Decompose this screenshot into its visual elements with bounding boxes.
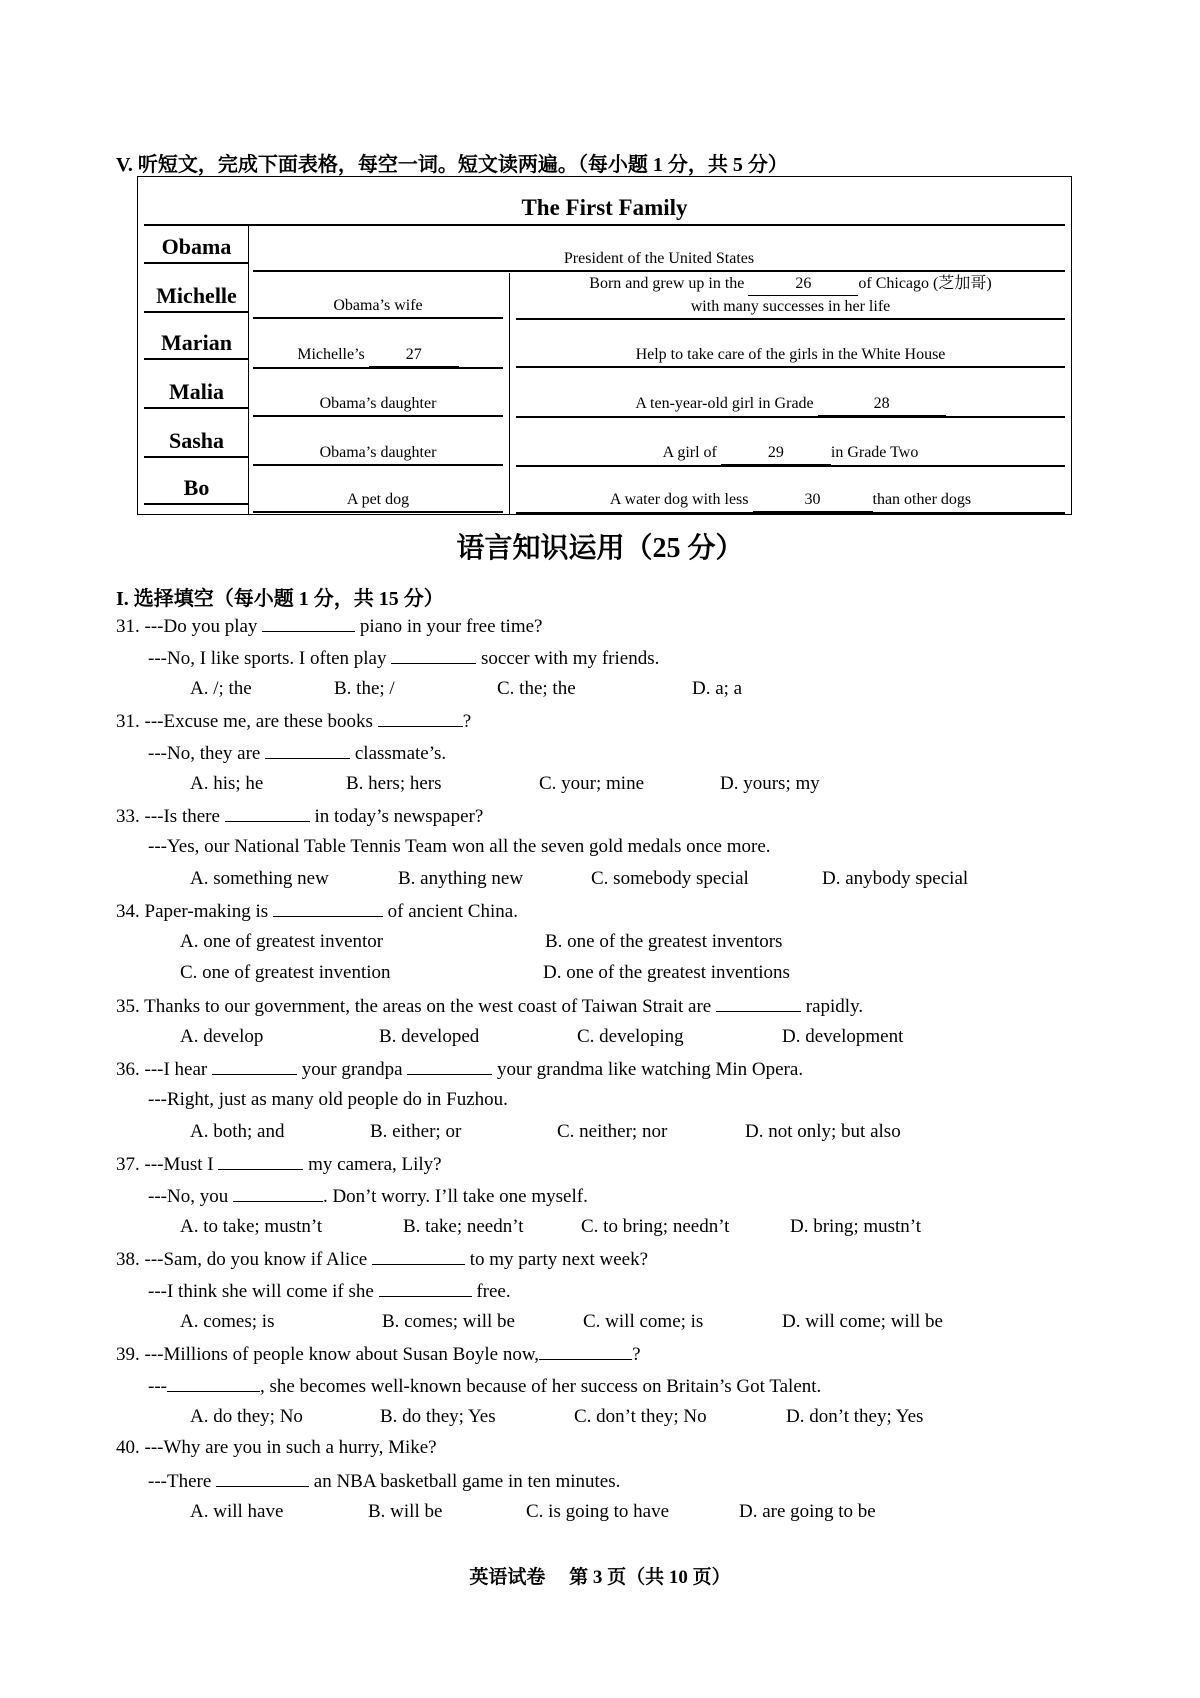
option-a[interactable]: A. one of greatest inventor bbox=[180, 931, 384, 952]
option-c[interactable]: C. your; mine bbox=[539, 773, 645, 794]
info-line2: with many successes in her life bbox=[690, 298, 891, 315]
row-role: A pet dog bbox=[253, 489, 503, 513]
option-a[interactable]: A. to take; mustn’t bbox=[180, 1216, 323, 1237]
row-name: Sasha bbox=[144, 428, 249, 458]
option-a[interactable]: A. comes; is bbox=[180, 1311, 275, 1332]
row-role: Obama’s wife bbox=[253, 295, 503, 319]
role-prefix: Michelle’s bbox=[297, 346, 365, 363]
question-text: 37. ---Must I bbox=[116, 1154, 214, 1175]
option-b[interactable]: B. developed bbox=[379, 1026, 480, 1047]
answer-blank-27: 27 bbox=[369, 344, 459, 367]
answer-blank bbox=[273, 899, 383, 917]
question-text: rapidly. bbox=[805, 996, 864, 1017]
option-c[interactable]: C. somebody special bbox=[591, 868, 749, 889]
question-line bbox=[116, 1342, 641, 1366]
question-line bbox=[116, 614, 542, 638]
question-text: 39. ---Millions of people know about Susan Boyle now, bbox=[116, 1344, 540, 1365]
question-line bbox=[116, 1057, 803, 1081]
question-text: soccer with my friends. bbox=[481, 648, 660, 669]
option-d[interactable]: D. bring; mustn’t bbox=[790, 1216, 922, 1237]
question-text: piano in your free time? bbox=[359, 616, 543, 637]
table-title-row bbox=[144, 177, 1065, 226]
option-d[interactable]: D. one of the greatest inventions bbox=[543, 962, 790, 983]
option-c[interactable]: C. the; the bbox=[497, 678, 576, 699]
question-text: of ancient China. bbox=[387, 901, 518, 922]
row-role: Obama’s daughter bbox=[253, 393, 503, 417]
answer-blank bbox=[216, 1469, 309, 1487]
option-d[interactable]: D. a; a bbox=[692, 678, 743, 699]
row-name: Obama bbox=[144, 234, 249, 264]
answer-blank-29: 29 bbox=[721, 442, 831, 465]
question-text: free. bbox=[476, 1281, 511, 1302]
option-a[interactable]: A. will have bbox=[190, 1501, 284, 1522]
question-line bbox=[148, 646, 659, 670]
option-d[interactable]: D. not only; but also bbox=[745, 1121, 901, 1142]
section-heading: 语言知识运用（25 分） bbox=[456, 533, 744, 564]
option-a[interactable]: A. his; he bbox=[190, 773, 264, 794]
question-text: to my party next week? bbox=[469, 1249, 649, 1270]
question-line: ---Right, just as many old people do in Fuzhou. bbox=[148, 1089, 508, 1110]
question-line bbox=[148, 741, 446, 765]
answer-blank bbox=[391, 646, 476, 664]
section5-title: V. 听短文，完成下面表格，每空一词。短文读两遍。（每小题 1 分，共 5 分） bbox=[116, 154, 788, 176]
option-b[interactable]: B. do they; Yes bbox=[380, 1406, 496, 1427]
answer-blank bbox=[372, 1247, 465, 1265]
option-c[interactable]: C. don’t they; No bbox=[574, 1406, 707, 1427]
option-b[interactable]: B. the; / bbox=[334, 678, 395, 699]
answer-blank bbox=[716, 994, 801, 1012]
question-text: 31. ---Do you play bbox=[116, 616, 258, 637]
info-prefix: A water dog with less bbox=[609, 491, 749, 508]
row-name: Malia bbox=[144, 379, 249, 409]
question-text: your grandma like watching Min Opera. bbox=[497, 1059, 804, 1080]
question-line bbox=[116, 899, 518, 923]
option-c[interactable]: C. is going to have bbox=[526, 1501, 670, 1522]
question-line: ---Yes, our National Table Tennis Team won all the seven gold medals once more. bbox=[148, 836, 771, 857]
answer-blank bbox=[265, 741, 350, 759]
table-title: The First Family bbox=[521, 195, 688, 220]
answer-blank bbox=[379, 1279, 472, 1297]
row-info bbox=[516, 442, 1065, 467]
answer-blank bbox=[225, 804, 310, 822]
option-b[interactable]: B. comes; will be bbox=[382, 1311, 515, 1332]
answer-blank-26: 26 bbox=[748, 273, 858, 296]
answer-blank bbox=[218, 1152, 303, 1170]
row-role bbox=[253, 344, 503, 369]
answer-blank bbox=[262, 614, 355, 632]
row-role: Obama’s daughter bbox=[253, 442, 503, 466]
option-b[interactable]: B. either; or bbox=[370, 1121, 462, 1142]
table-row bbox=[138, 322, 1071, 370]
question-text: 33. ---Is there bbox=[116, 806, 220, 827]
question-line bbox=[116, 1152, 442, 1176]
row-info bbox=[516, 273, 1065, 320]
row-description: President of the United States bbox=[253, 248, 1065, 272]
option-d[interactable]: D. yours; my bbox=[720, 773, 820, 794]
question-text: 31. ---Excuse me, are these books bbox=[116, 711, 373, 732]
question-line bbox=[148, 1184, 588, 1208]
option-d[interactable]: D. will come; will be bbox=[782, 1311, 943, 1332]
row-info bbox=[516, 489, 1065, 514]
question-text: . Don’t worry. I’ll take one myself. bbox=[322, 1186, 588, 1207]
answer-blank bbox=[212, 1057, 297, 1075]
first-family-table bbox=[137, 176, 1072, 515]
question-line bbox=[148, 1279, 511, 1303]
section1-title: I. 选择填空（每小题 1 分，共 15 分） bbox=[116, 588, 444, 610]
question-text: your grandpa bbox=[301, 1059, 403, 1080]
question-line bbox=[116, 804, 483, 828]
question-line bbox=[116, 709, 471, 733]
question-text: ? bbox=[462, 711, 472, 732]
option-b[interactable]: B. hers; hers bbox=[346, 773, 442, 794]
row-name: Bo bbox=[144, 475, 249, 505]
option-a[interactable]: A. /; the bbox=[190, 678, 252, 699]
question-line bbox=[116, 1247, 648, 1271]
info-suffix: of Chicago (芝加哥) bbox=[858, 275, 992, 292]
option-c[interactable]: C. neither; nor bbox=[557, 1121, 668, 1142]
question-text: --- bbox=[148, 1376, 167, 1397]
option-a[interactable]: A. something new bbox=[190, 868, 329, 889]
question-line bbox=[148, 1469, 620, 1493]
question-text: ---No, I like sports. I often play bbox=[148, 648, 387, 669]
question-text: ---There bbox=[148, 1471, 212, 1492]
row-info bbox=[516, 393, 1065, 418]
option-d[interactable]: D. are going to be bbox=[739, 1501, 876, 1522]
info-suffix: in Grade Two bbox=[830, 444, 919, 461]
question-text: ---I think she will come if she bbox=[148, 1281, 374, 1302]
answer-blank-30: 30 bbox=[753, 489, 873, 512]
answer-blank bbox=[167, 1374, 260, 1392]
info-suffix: than other dogs bbox=[872, 491, 972, 508]
option-c[interactable]: C. developing bbox=[577, 1026, 684, 1047]
table-row bbox=[138, 420, 1071, 468]
answer-blank bbox=[378, 709, 463, 727]
option-d[interactable]: D. development bbox=[782, 1026, 904, 1047]
option-d[interactable]: D. anybody special bbox=[822, 868, 969, 889]
table-row bbox=[138, 467, 1071, 515]
page-footer: 英语试卷 第 3 页（共 10 页） bbox=[469, 1567, 731, 1588]
option-c[interactable]: C. will come; is bbox=[583, 1311, 704, 1332]
question-text: 34. Paper-making is bbox=[116, 901, 269, 922]
question-text: , she becomes well-known because of her success on Britain’s Got Talent. bbox=[259, 1376, 822, 1397]
question-text: 35. Thanks to our government, the areas on the west coast of Taiwan Strait are bbox=[116, 996, 712, 1017]
table-row bbox=[138, 273, 1071, 321]
info-prefix: A girl of bbox=[662, 444, 717, 461]
answer-blank bbox=[233, 1184, 323, 1202]
option-d[interactable]: D. don’t they; Yes bbox=[786, 1406, 924, 1427]
info-prefix: Born and grew up in the bbox=[589, 275, 745, 292]
question-line bbox=[148, 1374, 821, 1398]
answer-blank bbox=[407, 1057, 492, 1075]
question-text: ---No, they are bbox=[148, 743, 261, 764]
answer-blank bbox=[539, 1342, 632, 1360]
option-a[interactable]: A. do they; No bbox=[190, 1406, 303, 1427]
info-prefix: A ten-year-old girl in Grade bbox=[635, 395, 814, 412]
row-info: Help to take care of the girls in the White House bbox=[516, 344, 1065, 368]
question-text: classmate’s. bbox=[354, 743, 447, 764]
answer-blank-28: 28 bbox=[818, 393, 946, 416]
question-text: 36. ---I hear bbox=[116, 1059, 208, 1080]
option-b[interactable]: B. will be bbox=[368, 1501, 443, 1522]
option-b[interactable]: B. anything new bbox=[398, 868, 524, 889]
table-row bbox=[138, 226, 1071, 274]
option-b[interactable]: B. take; needn’t bbox=[403, 1216, 524, 1237]
option-c[interactable]: C. to bring; needn’t bbox=[581, 1216, 730, 1237]
option-a[interactable]: A. develop bbox=[180, 1026, 264, 1047]
question-text: 38. ---Sam, do you know if Alice bbox=[116, 1249, 368, 1270]
table-row bbox=[138, 371, 1071, 419]
question-line bbox=[116, 994, 863, 1018]
question-line: 40. ---Why are you in such a hurry, Mike? bbox=[116, 1437, 437, 1458]
option-a[interactable]: A. both; and bbox=[190, 1121, 285, 1142]
question-text: in today’s newspaper? bbox=[314, 806, 484, 827]
question-text: ---No, you bbox=[148, 1186, 229, 1207]
row-name: Marian bbox=[144, 330, 249, 360]
question-text: my camera, Lily? bbox=[308, 1154, 442, 1175]
question-text: ? bbox=[632, 1344, 641, 1365]
row-name: Michelle bbox=[144, 283, 249, 313]
option-c[interactable]: C. one of greatest invention bbox=[180, 962, 391, 983]
option-b[interactable]: B. one of the greatest inventors bbox=[545, 931, 783, 952]
question-text: an NBA basketball game in ten minutes. bbox=[313, 1471, 621, 1492]
